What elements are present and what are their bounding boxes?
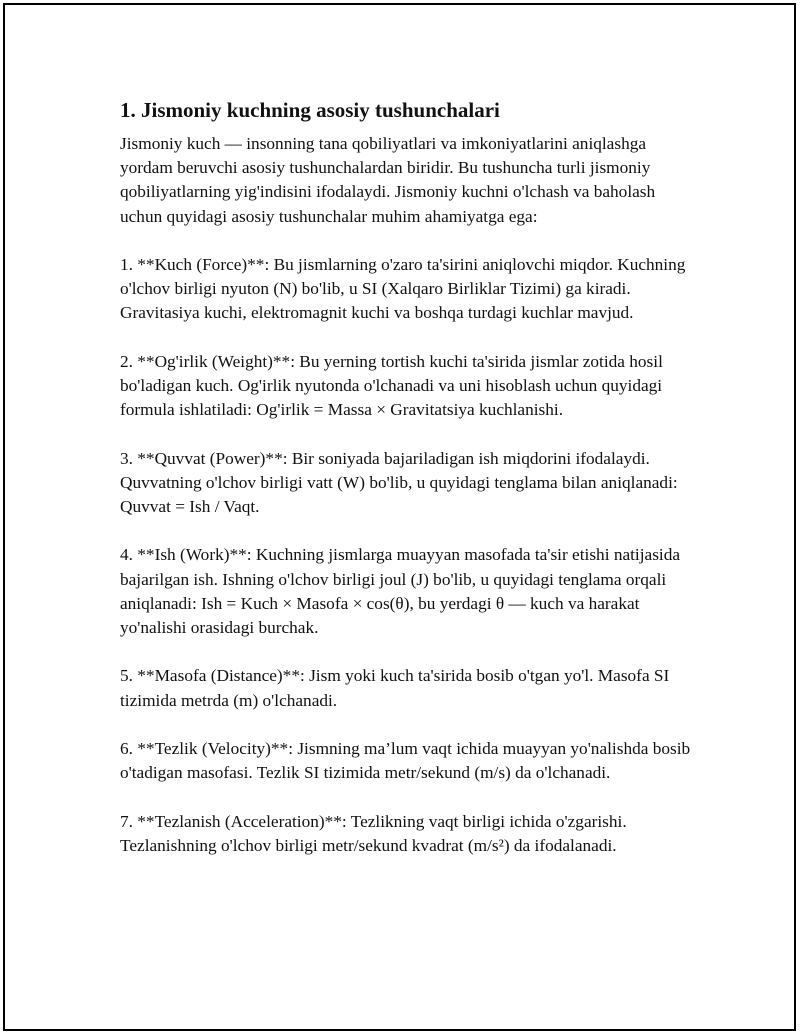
document-page — [3, 3, 796, 1031]
paragraph-force: 1. **Kuch (Force)**: Bu jismlarning o'zaro ta'sirini aniqlovchi miqdor. Kuchning o'lchov birligi nyuton (N) bo'lib, u SI (Xalqaro Birliklar Tizimi) ga kiradi. Gravitasiya kuchi, elektromagnit kuchi va boshqa turdagi kuchlar mavjud. — [120, 255, 686, 323]
paragraph-acceleration: 7. **Tezlanish (Acceleration)**: Tezlikning vaqt birligi ichida o'zgarishi. Tezlanishning o'lchov birligi metr/sekund kvadrat (m/s²) da ifodalanadi. — [120, 811, 627, 855]
paragraph-velocity: 6. **Tezlik (Velocity)**: Jismning ma’lum vaqt ichida muayyan yo'nalishda bosib o'tadigan masofasi. Tezlik SI tizimida metr/sekund (m/s) da o'lchanadi. — [120, 738, 691, 783]
document-body — [120, 97, 700, 858]
paragraph-work: 4. **Ish (Work)**: Kuchning jismlarga muayyan masofada ta'sir etishi natijasida bajarilgan ish. Ishning o'lchov birligi joul (J) bo'lib, u quyidagi tenglama orqali aniqlanadi: Ish = Kuch × Masofa × cos(θ), bu yerdagi θ — kuch va harakat yo'nalishi orasidagi burchak. — [120, 545, 681, 637]
paragraph-distance: 5. **Masofa (Distance)**: Jism yoki kuch ta'sirida bosib o'tgan yo'l. Masofa SI tizimida metrda (m) o'lchanadi. — [120, 666, 670, 710]
section-heading: 1. Jismoniy kuchning asosiy tushunchalari — [120, 98, 500, 122]
paragraph-power: 3. **Quvvat (Power)**: Bir soniyada bajariladigan ish miqdorini ifodalaydi. Quvvatning o'lchov birligi vatt (W) bo'lib, u quyidagi tenglama bilan aniqlanadi: Quvvat = Ish / Vaqt. — [120, 448, 678, 516]
paragraph-weight: 2. **Og'irlik (Weight)**: Bu yerning tortish kuchi ta'sirida jismlar zotida hosil bo'ladigan kuch. Og'irlik nyutonda o'lchanadi va uni hisoblash uchun quyidagi formula ishlatiladi: Og'irlik = Massa × Gravitatsiya kuchlanishi. — [120, 351, 663, 420]
intro-paragraph: Jismoniy kuch — insonning tana qobiliyatlari va imkoniyatlarini aniqlashga yordam beruvchi asosiy tushunchalardan biridir. Bu tushuncha turli jismoniy qobiliyatlarning yig'indisini ifodalaydi. Jismoniy kuchni o'lchash va baholash uchun quyidagi asosiy tushunchalar muhim ahamiyatga ega: — [120, 134, 656, 226]
